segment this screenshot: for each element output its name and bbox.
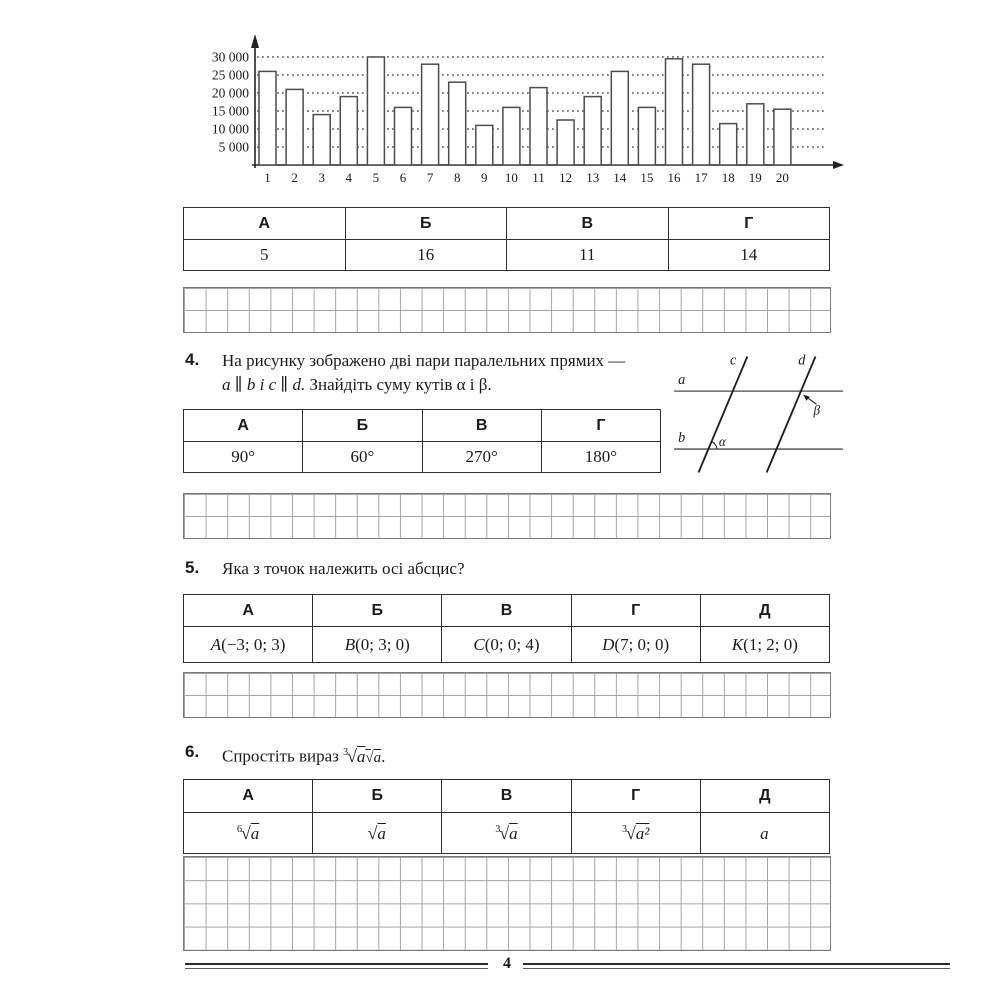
q4-header-row [184,410,661,442]
q4-option-header-g: Г [541,410,660,442]
bar [666,59,683,165]
q6-option-value-b: √a [313,813,442,854]
bar [422,64,439,165]
bar [611,71,628,165]
bar-chart [145,20,845,192]
line-c [699,357,748,473]
x-tick-label: 2 [291,170,298,185]
label-a: a [678,371,686,388]
q4-option-value-b: 60° [303,442,422,473]
bar [340,97,357,165]
q5-option-value-g: D(7; 0; 0) [571,627,700,663]
q6-expression [343,747,385,766]
x-tick-label: 11 [532,170,545,185]
q5-option-header-b: Б [313,595,442,627]
x-tick-label: 4 [345,170,353,185]
bar [313,115,330,165]
x-tick-label: 6 [399,170,407,185]
bar [693,64,710,165]
q4-text-line1: На рисунку зображено дві пари паралельних прямих — [222,351,626,370]
x-tick-label: 10 [504,170,518,185]
q6-text-prefix: Спростіть вираз [222,746,339,766]
x-tick-label: 16 [667,170,681,185]
bar [774,109,791,165]
q5-answer-table [183,594,830,663]
y-axis-arrow [251,34,259,48]
q3-value-row [184,240,830,271]
q6-option-header-b: Б [313,780,442,813]
y-tick-label: 25 000 [211,67,249,83]
label-alpha: α [718,434,726,450]
bar [449,82,466,165]
x-tick-label: 12 [559,170,573,185]
q3-option-value-v: 11 [507,240,669,271]
bar [638,107,655,165]
x-tick-label: 8 [453,170,461,185]
bar [259,71,276,165]
q5-option-value-b: B(0; 3; 0) [313,627,442,663]
q4-option-header-b: Б [303,410,422,442]
label-d: d [798,352,806,369]
q5-text: Яка з точок належить осі абсцис? [222,559,465,578]
q6-text [222,741,782,770]
q5-option-header-v: В [442,595,571,627]
q3-option-value-g: 14 [668,240,830,271]
answer-grid-strip-2 [183,493,831,539]
q4-text-line2-rest: Знайдіть суму кутів α і β. [309,375,492,394]
q4-option-value-g: 180° [541,442,660,473]
y-tick-label: 20 000 [211,85,249,101]
q6-option-header-d: Д [700,780,829,813]
q5-option-header-d: Д [700,595,829,627]
q6-expr-root-index: 3 [343,747,349,758]
q6-option-value-a: $^6$√a [184,813,313,854]
q4-value-row [184,442,661,473]
x-tick-label: 15 [640,170,654,185]
q5-value-row [184,627,830,663]
q6-option-header-v: В [442,780,571,813]
inner-radical-sign: √ [365,749,374,766]
footer-rule-left [185,963,488,969]
line-d [767,357,816,473]
q3-option-value-b: 16 [345,240,507,271]
bar [395,107,412,165]
q4-answer-table [183,409,661,473]
q3-option-header-b: Б [345,208,507,240]
q3-option-header-v: В [507,208,669,240]
q5-option-value-d: K(1; 2; 0) [700,627,829,663]
x-axis-arrow [833,161,844,169]
x-tick-label: 17 [694,170,708,185]
label-c: c [730,352,737,369]
q3-option-value-a: 5 [184,240,346,271]
beta-pointer-arrowhead [803,395,810,401]
q4-text-line2-math: a ∥ b і c ∥ d. [222,375,310,394]
q6-option-header-g: Г [571,780,700,813]
x-tick-label: 20 [775,170,789,185]
q6-option-value-d: a [700,813,829,854]
q5-option-value-v: C(0; 0; 4) [442,627,571,663]
q3-option-header-g: Г [668,208,830,240]
alpha-angle-arc [712,441,717,449]
q5-option-header-g: Г [571,595,700,627]
q4-option-value-v: 270° [422,442,541,473]
q3-header-row [184,208,830,240]
y-tick-label: 15 000 [211,103,249,119]
q5-header-row [184,595,830,627]
q4-number: 4. [185,350,200,369]
q4-option-header-v: В [422,410,541,442]
q5-number: 5. [185,558,200,577]
q6-expr-radicand: a [356,746,366,766]
x-tick-label: 19 [748,170,762,185]
bar [476,125,493,165]
q4-parallel-lines-diagram [668,350,846,478]
q6-option-value-g: $^3$√a² [571,813,700,854]
bar [557,120,574,165]
bar [584,97,601,165]
x-tick-label: 7 [426,170,434,185]
footer-rule-right [523,963,950,969]
bar [286,89,303,165]
q6-option-value-v: $^3$√a [442,813,571,854]
bar [747,104,764,165]
q6-expr-inner-radicand: a [373,749,382,766]
answer-grid-strip-1 [183,287,831,333]
x-tick-label: 13 [586,170,600,185]
x-tick-label: 3 [318,170,325,185]
label-beta: β [813,402,821,418]
bar [367,57,384,165]
bar [503,107,520,165]
q3-answer-table [183,207,830,271]
q4-option-header-a: А [184,410,303,442]
x-tick-label: 5 [372,170,380,185]
q5-option-value-a: A(−3; 0; 3) [184,627,313,663]
q6-expr-period: . [381,746,386,766]
q4-option-value-a: 90° [184,442,303,473]
radical-sign: √ [347,745,357,766]
y-tick-label: 30 000 [211,49,249,65]
q6-value-row [184,813,830,854]
q6-answer-table [183,779,830,854]
y-tick-label: 10 000 [211,121,249,137]
q3-option-header-a: А [184,208,346,240]
q4-text [222,349,672,397]
q6-number: 6. [185,742,200,761]
x-tick-label: 9 [481,170,488,185]
page-number: 4 [503,955,511,972]
x-tick-label: 18 [721,170,735,185]
bar [720,124,737,165]
answer-grid-strip-3 [183,672,831,718]
answer-grid-strip-4 [183,856,831,951]
y-tick-label: 5 000 [218,139,249,155]
x-tick-label: 1 [264,170,271,185]
x-tick-label: 14 [613,170,627,185]
q6-option-header-a: А [184,780,313,813]
label-b: b [678,429,686,446]
q5-option-header-a: А [184,595,313,627]
bar [530,88,547,165]
q6-header-row [184,780,830,813]
